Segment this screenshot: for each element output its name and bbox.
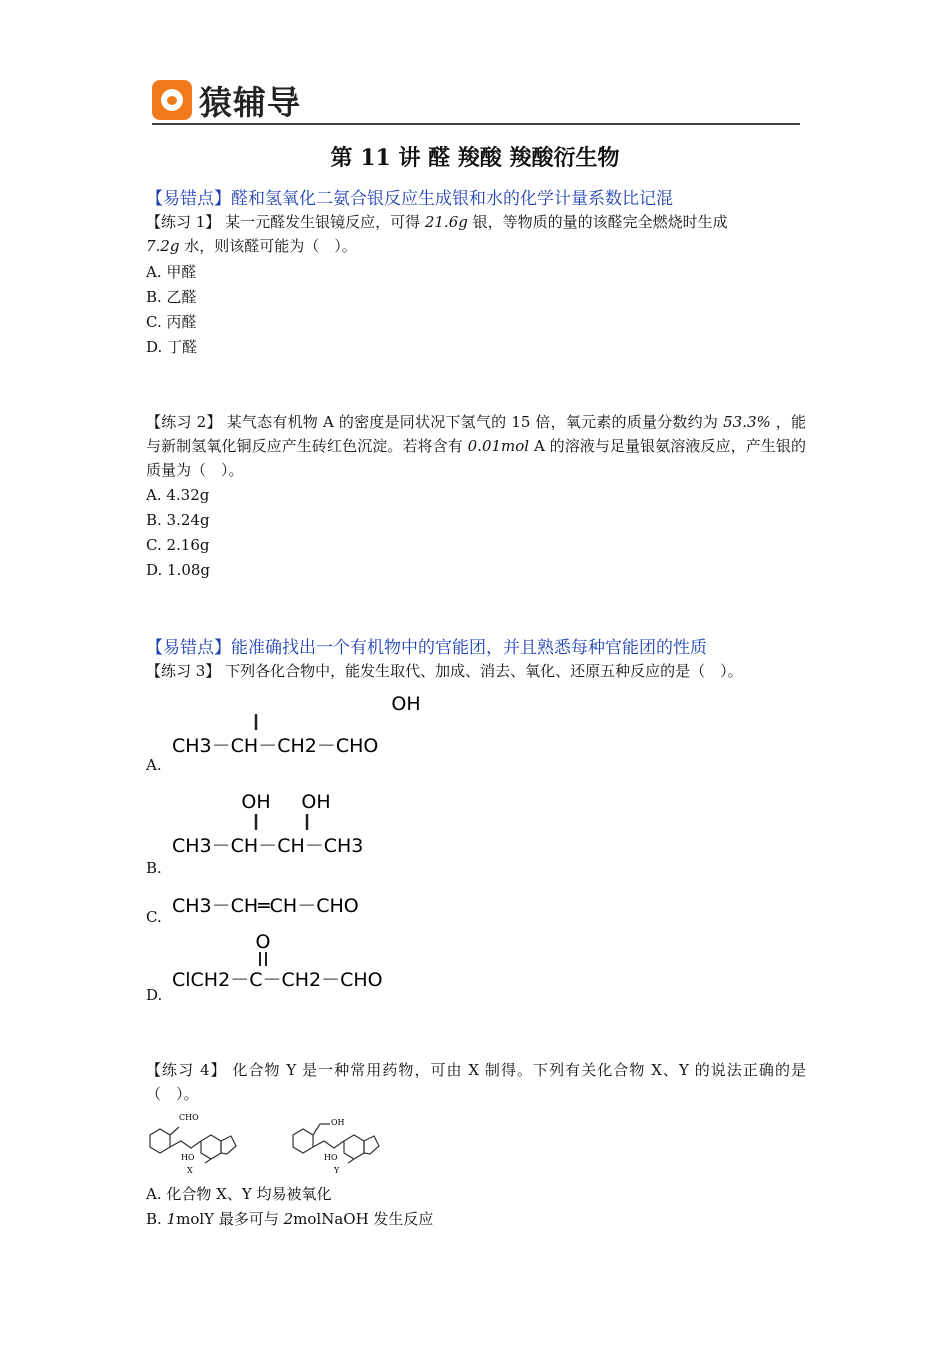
- structure-b-oh-2: OH: [301, 791, 331, 813]
- q4-option-b-text-2: molNaOH 发生反应: [293, 1210, 434, 1228]
- molecule-x-sub: CHO: [179, 1113, 199, 1122]
- molecule-y-ho: HO: [324, 1153, 338, 1162]
- q4-option-a: A. 化合物 X、Y 均易被氧化: [146, 1185, 332, 1203]
- q1-option-c: C. 丙醛: [146, 313, 197, 331]
- monkey-logo-icon: [152, 80, 192, 120]
- structure-a-oh: OH: [391, 693, 421, 715]
- structure-c-formula: CH3－CH═CH－CHO: [172, 895, 359, 917]
- question-4: 【练习 4】 化合物 Y 是一种常用药物，可由 X 制得。下列有关化合物 X、Y 的说法正确的是（ ）。: [146, 1061, 806, 1103]
- q1-text-1: 【练习 1】 某一元醛发生银镜反应，可得: [146, 213, 425, 231]
- structure-d-formula: ClCH2－C－CH2－CHO: [172, 969, 383, 991]
- q1-value-1: 21.6g: [424, 213, 468, 231]
- q1-text-2: 银，等物质的量的该醛完全燃烧时生成: [467, 213, 728, 231]
- molecule-y: [288, 1108, 398, 1178]
- structure-b-formula: CH3－CH－CH－CH3: [172, 835, 364, 857]
- structure-b: [165, 786, 415, 866]
- molecule-y-sub: OH: [331, 1118, 345, 1127]
- q4-option-b-value-2: 2: [283, 1210, 294, 1228]
- q4-option-b: [146, 1208, 433, 1229]
- q1-text-3: 水，则该醛可能为（ ）。: [179, 237, 357, 255]
- q4-option-b-label: B.: [146, 1210, 167, 1228]
- page-title: 第 11 讲 醛 羧酸 羧酸衍生物: [330, 145, 620, 171]
- structure-b-oh-1: OH: [241, 791, 271, 813]
- brand-logo: [152, 80, 301, 120]
- question-1: [146, 210, 806, 258]
- question-2: [146, 410, 806, 482]
- molecule-y-name: Y: [334, 1166, 340, 1175]
- q3-label-d: D.: [146, 986, 163, 1004]
- q2-option-a: A. 4.32g: [146, 486, 210, 504]
- q2-value-1: 53.3%: [723, 413, 771, 431]
- tip-1: 【易错点】醛和氢氧化二氨合银反应生成银和水的化学计量系数比记混: [146, 189, 673, 209]
- structure-d: [165, 928, 415, 998]
- q2-option-b: B. 3.24g: [146, 511, 210, 529]
- q2-value-2: 0.01mol: [467, 437, 530, 455]
- question-3: 【练习 3】 下列各化合物中，能发生取代、加成、消去、氧化、还原五种反应的是（ ）。: [146, 662, 743, 680]
- structure-a-formula: CH3－CH－CH2－CHO: [172, 735, 379, 757]
- q3-label-b: B.: [146, 859, 162, 877]
- q1-option-b: B. 乙醛: [146, 288, 197, 306]
- structure-d-oxygen: O: [255, 931, 271, 953]
- brand-name: 猿辅导: [199, 82, 301, 122]
- q2-text-1: 【练习 2】 某气态有机物 A 的密度是同状况下氢气的 15 倍，氧元素的质量分数约为: [146, 413, 724, 431]
- q1-value-2: 7.2g: [146, 237, 180, 255]
- molecule-x-name: X: [187, 1166, 193, 1175]
- q4-option-b-value-1: 1: [166, 1210, 177, 1228]
- q2-text-2: ，能与新制氢氧化铜反应产生砖红色沉淀。若将含有: [146, 413, 807, 455]
- q2-text-3: A 的溶液与足量银氨溶液反应，产生银的质量为（ ）。: [146, 437, 806, 479]
- q3-label-c: C.: [146, 908, 162, 926]
- q1-option-d: D. 丁醛: [146, 338, 198, 356]
- molecule-x-ho: HO: [181, 1153, 195, 1162]
- structure-c: [165, 888, 415, 920]
- structure-a: [165, 688, 421, 768]
- header-rule: [152, 123, 800, 125]
- tip-2: 【易错点】能准确找出一个有机物中的官能团，并且熟悉每种官能团的性质: [146, 638, 707, 658]
- q1-option-a: A. 甲醛: [146, 263, 197, 281]
- q4-option-b-text-1: molY 最多可与: [176, 1210, 284, 1228]
- q3-label-a: A.: [146, 756, 162, 774]
- q2-option-d: D. 1.08g: [146, 561, 211, 579]
- q2-option-c: C. 2.16g: [146, 536, 210, 554]
- molecule-x: [145, 1108, 255, 1178]
